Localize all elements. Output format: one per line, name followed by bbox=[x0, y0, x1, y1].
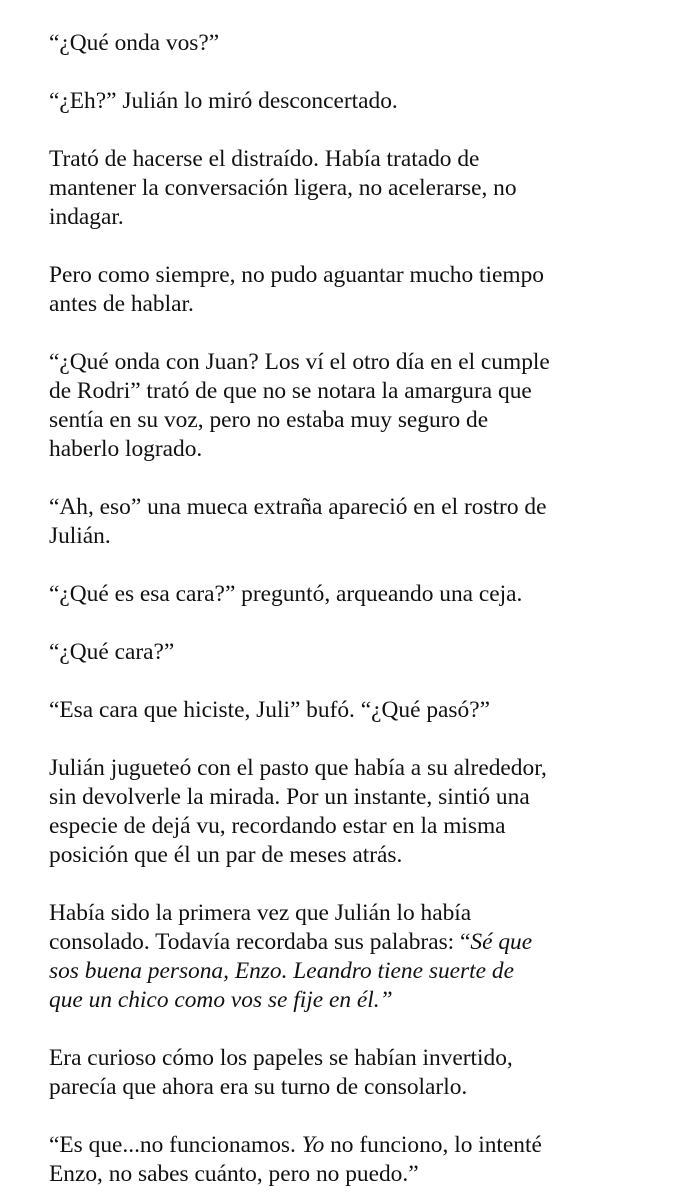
text-line bbox=[49, 1131, 658, 1160]
paragraph bbox=[49, 29, 658, 58]
text-line: mantener la conversación ligera, no acelerarse, no bbox=[49, 175, 517, 201]
paragraph bbox=[49, 1044, 658, 1102]
text-line: Enzo, no sabes cuánto, pero no puedo.” bbox=[49, 1161, 419, 1187]
paragraph bbox=[49, 580, 658, 609]
text-line: Había sido la primera vez que Julián lo había bbox=[49, 900, 472, 926]
quote-italic-run: Sé que bbox=[470, 929, 533, 955]
text-line: Trató de hacerse el distraído. Había tratado de bbox=[49, 146, 480, 172]
text-line: “¿Qué onda con Juan? Los ví el otro día en el cumple bbox=[49, 349, 550, 375]
paragraph bbox=[49, 1131, 658, 1189]
text-line: “¿Qué onda vos?” bbox=[49, 30, 220, 56]
text-line bbox=[49, 928, 658, 957]
text-run: consolado. Todavía recordaba sus palabras: “ bbox=[49, 929, 471, 955]
quote-italic-run: sos buena persona, Enzo. Leandro tiene suerte de bbox=[49, 958, 514, 984]
paragraph bbox=[49, 754, 658, 870]
text-line: sentía en su voz, pero no estaba muy seguro de bbox=[49, 407, 489, 433]
text-line bbox=[49, 957, 658, 986]
paragraph bbox=[49, 493, 658, 551]
paragraph bbox=[49, 899, 658, 1015]
text-line: Julián jugueteó con el pasto que había a su alrededor, bbox=[49, 755, 547, 781]
text-line bbox=[49, 986, 658, 1015]
emphasis-italic-run: Yo bbox=[301, 1132, 325, 1158]
text-line: indagar. bbox=[49, 204, 124, 230]
paragraph bbox=[49, 261, 658, 319]
quote-italic-run: que un chico como vos se fije en él.” bbox=[49, 987, 393, 1013]
paragraph bbox=[49, 696, 658, 725]
text-line: “Esa cara que hiciste, Juli” bufó. “¿Qué pasó?” bbox=[49, 697, 490, 723]
text-line: “¿Qué es esa cara?” preguntó, arqueando una ceja. bbox=[49, 581, 523, 607]
text-line: “¿Eh?” Julián lo miró desconcertado. bbox=[49, 88, 398, 114]
text-run: “Es que...no funcionamos. bbox=[49, 1132, 302, 1158]
text-line: de Rodri” trató de que no se notara la amargura que bbox=[49, 378, 532, 404]
text-line: Era curioso cómo los papeles se habían invertido, bbox=[49, 1045, 513, 1071]
text-line: sin devolverle la mirada. Por un instante, sintió una bbox=[49, 784, 530, 810]
paragraph bbox=[49, 638, 658, 667]
paragraph bbox=[49, 348, 658, 464]
text-line: Julián. bbox=[49, 523, 111, 549]
text-line: especie de dejá vu, recordando estar en la misma bbox=[49, 813, 506, 839]
text-line: haberlo logrado. bbox=[49, 436, 203, 462]
paragraph bbox=[49, 87, 658, 116]
text-run: no funciono, lo intenté bbox=[324, 1132, 542, 1158]
text-line: antes de hablar. bbox=[49, 291, 194, 317]
paragraph bbox=[49, 145, 658, 232]
text-line: “Ah, eso” una mueca extraña apareció en el rostro de bbox=[49, 494, 547, 520]
text-line: “¿Qué cara?” bbox=[49, 639, 175, 665]
text-line: posición que él un par de meses atrás. bbox=[49, 842, 403, 868]
text-line: parecía que ahora era su turno de consolarlo. bbox=[49, 1074, 468, 1100]
text-line: Pero como siempre, no pudo aguantar mucho tiempo bbox=[49, 262, 544, 288]
